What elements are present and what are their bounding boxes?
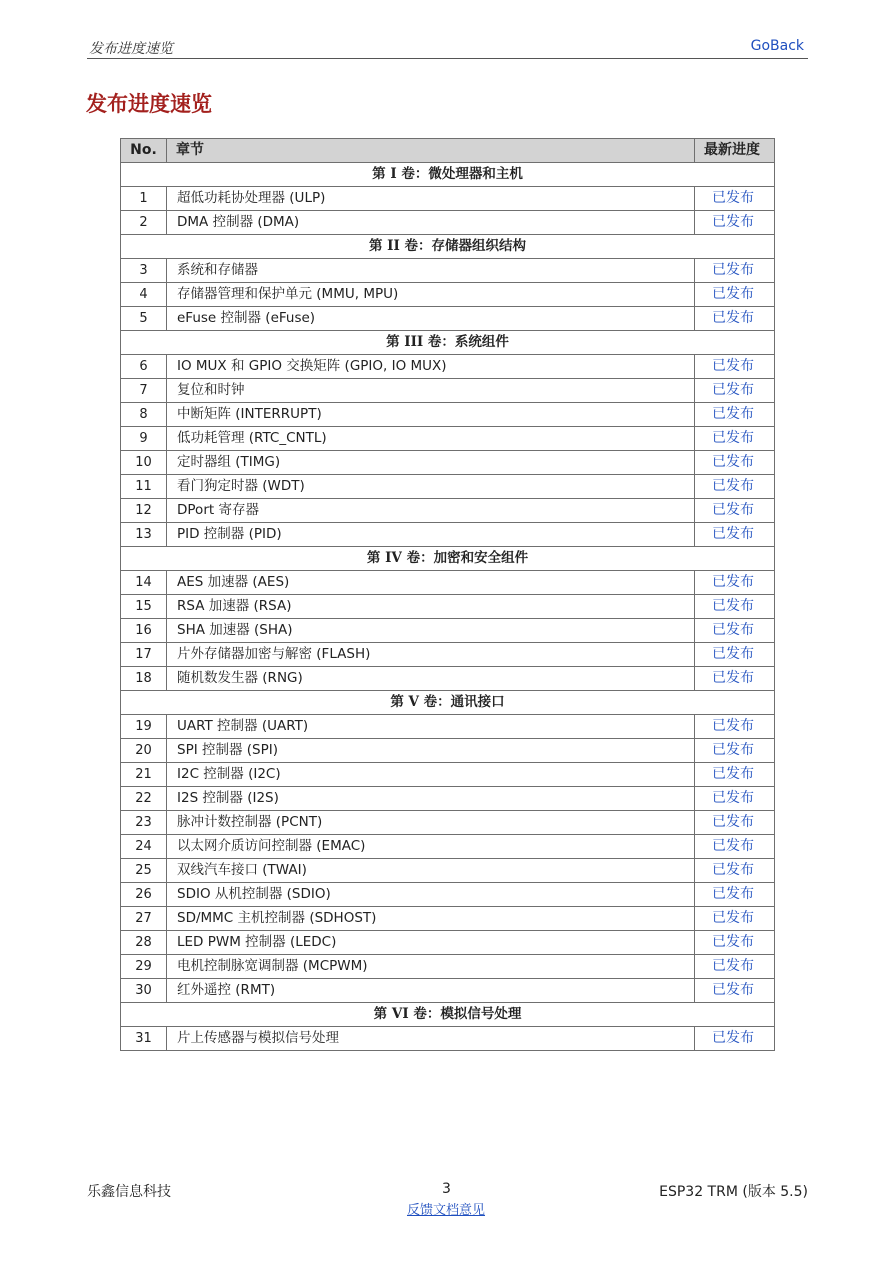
chapter-number: 21 [121,763,167,787]
table-row [121,859,775,883]
status-link[interactable]: 已发布 [695,187,775,211]
status-link[interactable]: 已发布 [695,763,775,787]
chapter-number: 17 [121,643,167,667]
chapter-number: 15 [121,595,167,619]
status-link[interactable]: 已发布 [695,523,775,547]
status-link[interactable]: 已发布 [695,1027,775,1051]
status-link[interactable]: 已发布 [695,619,775,643]
chapter-title: 以太网介质访问控制器 (EMAC) [167,835,695,859]
status-link[interactable]: 已发布 [695,571,775,595]
chapter-number: 18 [121,667,167,691]
chapter-title: 红外遥控 (RMT) [167,979,695,1003]
footer-doc-version: ESP32 TRM (版本 5.5) [659,1184,808,1200]
chapter-number: 13 [121,523,167,547]
chapter-number: 26 [121,883,167,907]
status-link[interactable]: 已发布 [695,283,775,307]
volume-heading: 第 V 卷：通讯接口 [121,691,775,715]
table-row [121,259,775,283]
chapter-title: LED PWM 控制器 (LEDC) [167,931,695,955]
table-row [121,283,775,307]
chapter-title: 双线汽车接口 (TWAI) [167,859,695,883]
chapter-title: 中断矩阵 (INTERRUPT) [167,403,695,427]
table-row [121,835,775,859]
status-link[interactable]: 已发布 [695,355,775,379]
chapter-number: 8 [121,403,167,427]
volume-row [121,547,775,571]
chapter-title: 看门狗定时器 (WDT) [167,475,695,499]
chapter-title: 低功耗管理 (RTC_CNTL) [167,427,695,451]
status-link[interactable]: 已发布 [695,835,775,859]
status-link[interactable]: 已发布 [695,907,775,931]
page-header [87,34,808,59]
table-row [121,667,775,691]
footer-page-number: 3 [442,1181,451,1197]
table-row [121,811,775,835]
status-link[interactable]: 已发布 [695,931,775,955]
status-link[interactable]: 已发布 [695,211,775,235]
table-row [121,931,775,955]
chapter-title: 复位和时钟 [167,379,695,403]
volume-row [121,691,775,715]
chapter-number: 25 [121,859,167,883]
chapter-title: SDIO 从机控制器 (SDIO) [167,883,695,907]
chapter-title: I2C 控制器 (I2C) [167,763,695,787]
volume-row [121,235,775,259]
status-link[interactable]: 已发布 [695,499,775,523]
chapter-number: 20 [121,739,167,763]
status-link[interactable]: 已发布 [695,595,775,619]
chapter-number: 6 [121,355,167,379]
status-link[interactable]: 已发布 [695,715,775,739]
table-row [121,403,775,427]
table-row [121,643,775,667]
table-row [121,307,775,331]
chapter-title: SHA 加速器 (SHA) [167,619,695,643]
status-link[interactable]: 已发布 [695,451,775,475]
chapter-number: 10 [121,451,167,475]
table-row [121,595,775,619]
status-link[interactable]: 已发布 [695,955,775,979]
chapter-number: 14 [121,571,167,595]
table-row [121,475,775,499]
table-header-row [121,139,775,163]
chapter-number: 5 [121,307,167,331]
status-link[interactable]: 已发布 [695,667,775,691]
volume-heading: 第 I 卷：微处理器和主机 [121,163,775,187]
chapter-title: IO MUX 和 GPIO 交换矩阵 (GPIO, IO MUX) [167,355,695,379]
table-row [121,1027,775,1051]
release-progress-table [120,138,775,1051]
column-header-no: No. [121,139,167,163]
status-link[interactable]: 已发布 [695,883,775,907]
chapter-number: 22 [121,787,167,811]
chapter-title: I2S 控制器 (I2S) [167,787,695,811]
table-row [121,787,775,811]
status-link[interactable]: 已发布 [695,787,775,811]
volume-row [121,1003,775,1027]
chapter-number: 9 [121,427,167,451]
table-row [121,979,775,1003]
chapter-number: 3 [121,259,167,283]
goback-link[interactable]: GoBack [750,38,804,54]
table-row [121,355,775,379]
chapter-number: 30 [121,979,167,1003]
volume-row [121,331,775,355]
table-row [121,883,775,907]
chapter-title: AES 加速器 (AES) [167,571,695,595]
table-body [121,163,775,1051]
table-row [121,763,775,787]
chapter-number: 2 [121,211,167,235]
volume-heading: 第 II 卷：存储器组织结构 [121,235,775,259]
chapter-number: 23 [121,811,167,835]
chapter-title: RSA 加速器 (RSA) [167,595,695,619]
chapter-title: 系统和存储器 [167,259,695,283]
chapter-title: SD/MMC 主机控制器 (SDHOST) [167,907,695,931]
status-link[interactable]: 已发布 [695,811,775,835]
status-link[interactable]: 已发布 [695,643,775,667]
column-header-status: 最新进度 [695,139,775,163]
status-link[interactable]: 已发布 [695,859,775,883]
volume-row [121,163,775,187]
header-title: 发布进度速览 [89,41,173,57]
chapter-title: SPI 控制器 (SPI) [167,739,695,763]
status-link[interactable]: 已发布 [695,475,775,499]
table-row [121,427,775,451]
column-header-chapter: 章节 [167,139,695,163]
table-row [121,955,775,979]
status-link[interactable]: 已发布 [695,259,775,283]
table-row [121,379,775,403]
volume-heading: 第 VI 卷：模拟信号处理 [121,1003,775,1027]
table-row [121,907,775,931]
chapter-title: 片上传感器与模拟信号处理 [167,1027,695,1051]
chapter-title: DPort 寄存器 [167,499,695,523]
chapter-title: eFuse 控制器 (eFuse) [167,307,695,331]
page-title: 发布进度速览 [86,91,212,116]
chapter-number: 7 [121,379,167,403]
status-link[interactable]: 已发布 [695,427,775,451]
table-row [121,499,775,523]
status-link[interactable]: 已发布 [695,739,775,763]
feedback-link[interactable]: 反馈文档意见 [406,1203,485,1218]
footer-company: 乐鑫信息科技 [87,1184,171,1200]
table-row [121,211,775,235]
chapter-number: 28 [121,931,167,955]
status-link[interactable]: 已发布 [695,379,775,403]
chapter-title: 片外存储器加密与解密 (FLASH) [167,643,695,667]
chapter-number: 19 [121,715,167,739]
chapter-number: 31 [121,1027,167,1051]
chapter-title: 超低功耗协处理器 (ULP) [167,187,695,211]
chapter-number: 12 [121,499,167,523]
chapter-number: 29 [121,955,167,979]
chapter-number: 24 [121,835,167,859]
chapter-title: 定时器组 (TIMG) [167,451,695,475]
table-row [121,523,775,547]
chapter-number: 27 [121,907,167,931]
chapter-title: 存储器管理和保护单元 (MMU, MPU) [167,283,695,307]
chapter-title: UART 控制器 (UART) [167,715,695,739]
table-row [121,187,775,211]
chapter-number: 4 [121,283,167,307]
status-link[interactable]: 已发布 [695,979,775,1003]
volume-heading: 第 IV 卷：加密和安全组件 [121,547,775,571]
table-row [121,571,775,595]
status-link[interactable]: 已发布 [695,307,775,331]
chapter-title: 电机控制脉宽调制器 (MCPWM) [167,955,695,979]
table-row [121,619,775,643]
chapter-number: 11 [121,475,167,499]
volume-heading: 第 III 卷：系统组件 [121,331,775,355]
chapter-title: 脉冲计数控制器 (PCNT) [167,811,695,835]
table-row [121,715,775,739]
chapter-title: DMA 控制器 (DMA) [167,211,695,235]
chapter-title: 随机数发生器 (RNG) [167,667,695,691]
chapter-number: 16 [121,619,167,643]
table-row [121,451,775,475]
table-row [121,739,775,763]
status-link[interactable]: 已发布 [695,403,775,427]
chapter-title: PID 控制器 (PID) [167,523,695,547]
chapter-number: 1 [121,187,167,211]
